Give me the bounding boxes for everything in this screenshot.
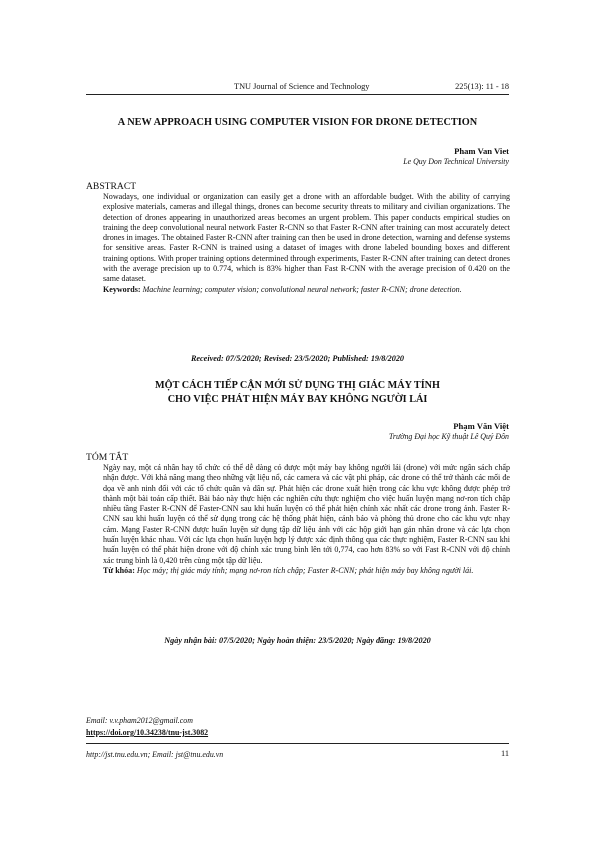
header-rule xyxy=(86,94,509,95)
abstract-body-vietnamese: Ngày nay, một cá nhân hay tổ chức có thể dễ dàng có được một máy bay không người lái (drone) với mức ngân sách chấp nhận được. Với khả năng mang theo những vật liệu nổ, các camera và các vật phi pháp, các drone có thể trở thành các mối đe dọa về anh ninh đối với các tổ chức quân và dân sự. Phát hiện các drone xuất hiện trong các khu vực không được phép trở thành một bài toán cấp thiết. Bài báo này thực hiện các nghiên cứu thực nghiệm cho việc huấn luyện mạng nơ-ron tích chập nhiều tầng Faster R-CNN để Faster-CNN sau khi huấn luyện có thể phát hiện chính xác nhất các drone trong ảnh. Faster R-CNN sau khi huấn luyện có thể sử dụng trong các hệ thống phát hiện, cảnh báo và phòng thủ drone cho các khu vực nhạy cảm. Mạng Faster R-CNN được huấn luyện sử dụng tập dữ liệu ảnh với các hộp giới hạn gán nhãn drone và các lựa chọn huấn luyện khác nhau. Với các lựa chọn huấn luyện hợp lý được xác định thông qua các thực nghiệm, Faster R-CNN sau khi huấn luyện có thể phát hiện drone với độ chính xác trung bình lên tới 0,774, cao hơn 83% so với Fast R-CNN với độ chính xác trung bình là 0,420 trên cùng một tập dữ liệu. xyxy=(103,463,510,565)
author-name-english: Pham Van Viet xyxy=(454,146,509,156)
keywords-label: Keywords: xyxy=(103,284,141,294)
abstract-vietnamese xyxy=(103,463,510,576)
affiliation-vietnamese: Trường Đại học Kỹ thuật Lê Quý Đôn xyxy=(388,432,509,441)
abstract-heading-vietnamese: TÓM TẮT xyxy=(86,452,129,463)
paper-title-vietnamese xyxy=(86,379,509,407)
journal-name: TNU Journal of Science and Technology xyxy=(234,82,370,91)
keywords-label-vietnamese: Từ khóa: xyxy=(103,565,135,575)
dates-vietnamese: Ngày nhận bài: 07/5/2020; Ngày hoàn thiện: 23/5/2020; Ngày đăng: 19/8/2020 xyxy=(164,636,431,645)
keywords-list: Machine learning; computer vision; convolutional neural network; faster R-CNN; drone detection. xyxy=(142,284,462,294)
keywords-english xyxy=(103,285,510,295)
journal-website: http://jst.tnu.edu.vn; Email: jst@tnu.edu.vn xyxy=(86,750,224,759)
dates-english: Received: 07/5/2020; Revised: 23/5/2020; Published: 19/8/2020 xyxy=(190,354,405,363)
corresponding-email xyxy=(86,716,193,725)
title-vietnamese-line2: CHO VIỆC PHÁT HIỆN MÁY BAY KHÔNG NGƯỜI LÁI xyxy=(167,394,428,405)
abstract-heading: ABSTRACT xyxy=(86,181,137,192)
issue-pages: 225(13): 11 - 18 xyxy=(455,82,509,91)
title-vietnamese-line1: MỘT CÁCH TIẾP CẬN MỚI SỬ DỤNG THỊ GIÁC MÁY TÍNH xyxy=(155,380,440,391)
abstract-english xyxy=(103,192,510,295)
keywords-vietnamese xyxy=(103,566,510,576)
footer-rule xyxy=(86,743,509,744)
keywords-list-vietnamese: Học máy; thị giác máy tính; mạng nơ-ron tích chập; Faster R-CNN; phát hiện máy bay không người lái. xyxy=(136,565,474,575)
doi-block xyxy=(86,728,208,737)
author-email: Email: v.v.pham2012@gmail.com xyxy=(86,716,193,725)
running-header xyxy=(86,80,509,93)
doi-link[interactable]: https://doi.org/10.34238/tnu-jst.3082 xyxy=(86,728,209,737)
paper-title-english: A NEW APPROACH USING COMPUTER VISION FOR DRONE DETECTION xyxy=(117,117,478,128)
abstract-body-english: Nowadays, one individual or organization can easily get a drone with an affordable budget. With the ability of carrying explosive materials, cameras and illegal things, drones can become security threats to military and civilian organizations. The detection of drones appearing in unauthorized areas becomes an urgent problem. This paper conducts empirical studies on training the deep convolutional neural network Faster R-CNN so that Faster R-CNN after training can most accurately detect drones in images. The obtained Faster R-CNN after training can then be used in drone detection, warning and defense systems for sensitive areas. Faster R-CNN is trained using a dataset of images with drone labeled bounding boxes and different training options. With proper training options determined through experiments, Faster R-CNN after training can detect drones with the average precision up to 0.774, which is 83% higher than Fast R-CNN with the average precision of 0.420 on the same dataset. xyxy=(103,192,510,284)
affiliation-english: Le Quy Don Technical University xyxy=(403,157,509,166)
page-number: 11 xyxy=(501,749,509,758)
author-name-vietnamese: Phạm Văn Việt xyxy=(453,421,509,431)
